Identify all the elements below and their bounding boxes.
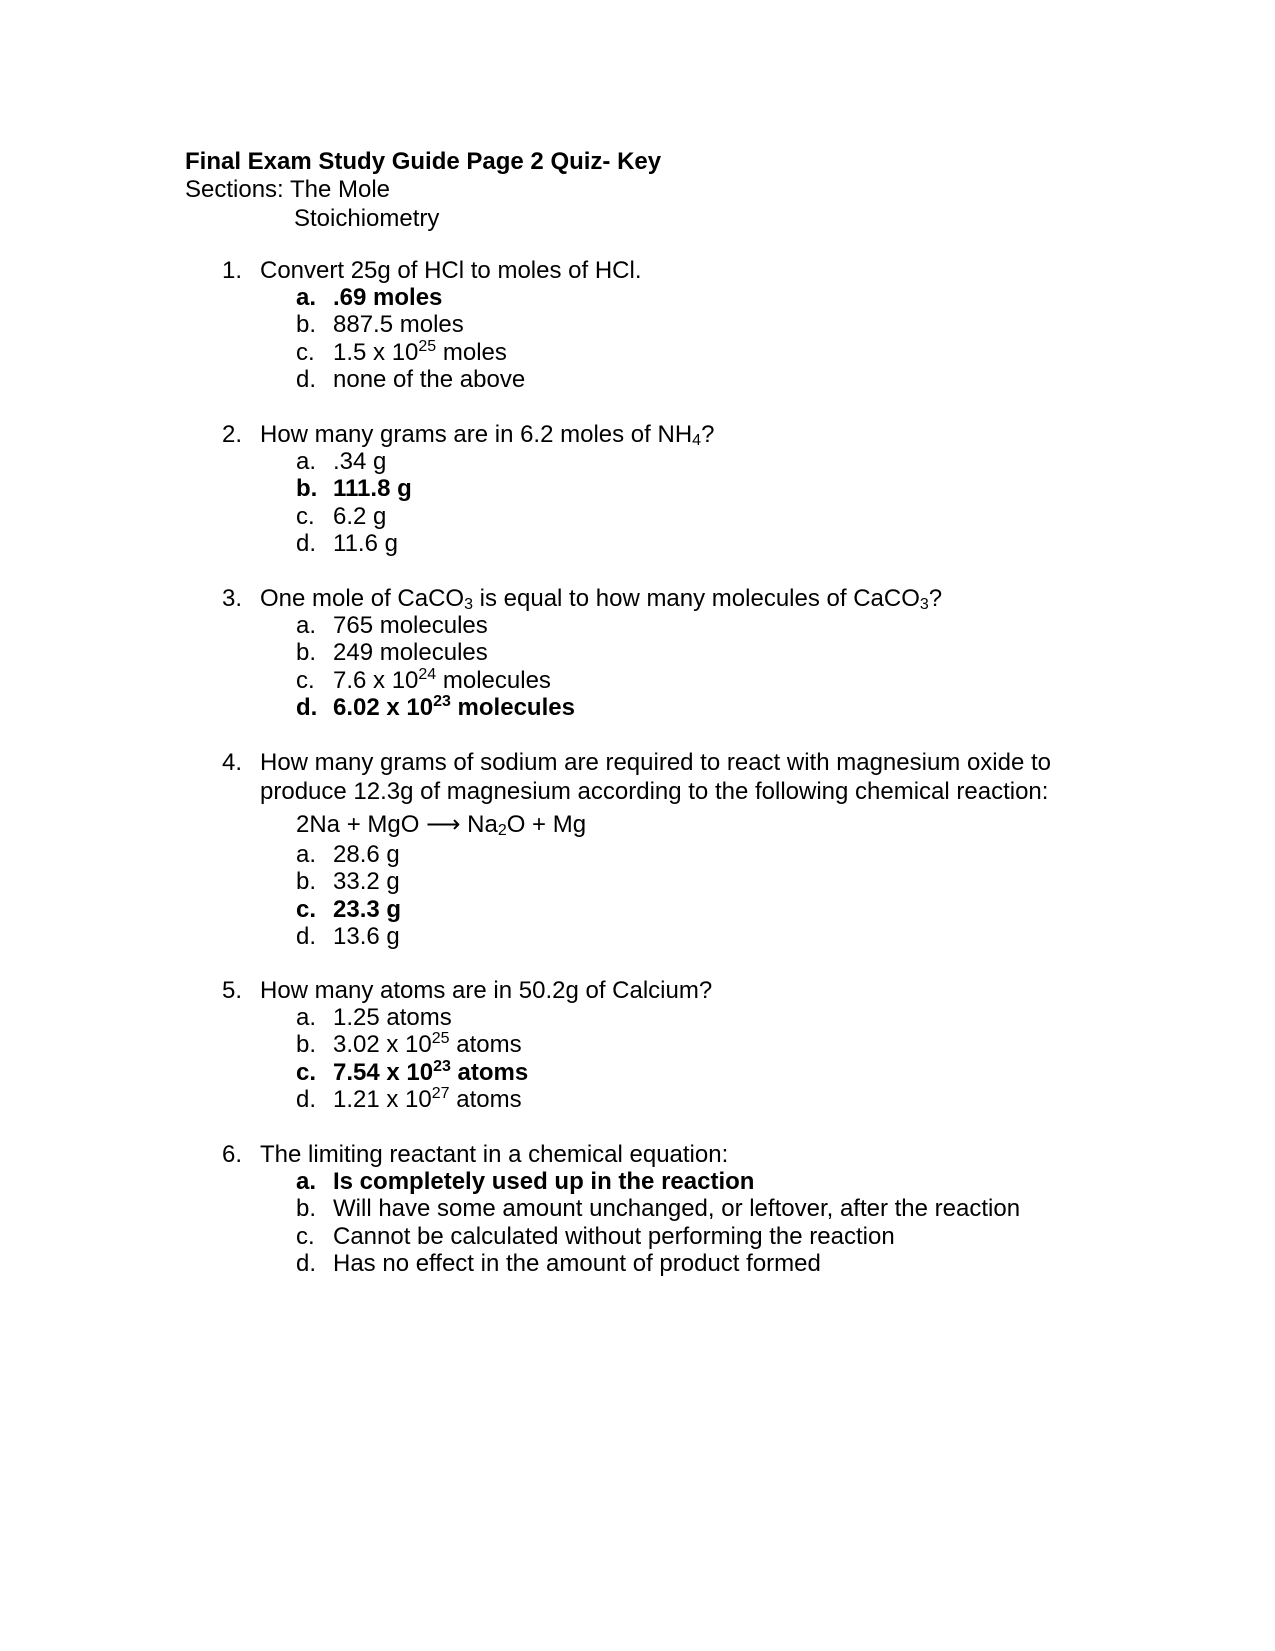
option-text xyxy=(333,612,488,640)
question-text xyxy=(260,257,1100,286)
question-number: 6. xyxy=(222,1141,243,1168)
chemical-equation xyxy=(296,811,586,839)
option-text xyxy=(333,1031,522,1059)
text-run: How many grams are in 6.2 moles of NH xyxy=(260,421,693,448)
text-run: How many atoms are in 50.2g of Calcium? xyxy=(260,977,713,1004)
option-letter: d. xyxy=(296,694,318,722)
sections-label: Sections: The Mole xyxy=(185,176,390,203)
question-number: 2. xyxy=(222,421,243,448)
option-letter: b. xyxy=(296,1031,317,1059)
text-run: 3.02 x 10 xyxy=(333,1031,432,1059)
text-run: 887.5 moles xyxy=(333,311,464,339)
text-run: moles xyxy=(436,338,507,366)
option-text xyxy=(333,1223,895,1251)
option-text xyxy=(333,503,386,531)
option-letter: b. xyxy=(296,475,318,503)
option-text xyxy=(333,475,412,503)
text-run: One mole of CaCO xyxy=(260,585,465,612)
question-text xyxy=(260,421,1100,450)
text-run: Convert 25g of HCl to moles of HCl. xyxy=(260,257,642,284)
text-run: .34 g xyxy=(333,448,387,475)
text-run: ? xyxy=(701,421,715,448)
superscript: 27 xyxy=(431,1085,450,1103)
option-letter: c. xyxy=(296,895,317,923)
text-run: O + Mg xyxy=(506,811,587,838)
option-text xyxy=(333,639,488,667)
text-run: none of the above xyxy=(333,366,526,394)
option-letter: a. xyxy=(296,1168,317,1195)
option-text xyxy=(333,311,464,339)
text-run: .69 moles xyxy=(333,284,443,311)
option-text xyxy=(333,896,401,924)
superscript: 23 xyxy=(433,1057,451,1075)
text-run: 7.6 x 10 xyxy=(333,666,419,694)
text-run: molecules xyxy=(436,666,551,694)
question-text xyxy=(260,585,1100,614)
option-letter: d. xyxy=(296,530,317,558)
option-letter: d. xyxy=(296,923,317,951)
option-letter: c. xyxy=(296,338,315,366)
option-text xyxy=(333,1059,528,1087)
question-text xyxy=(260,749,1100,807)
question-text-line xyxy=(260,977,1100,1006)
text-run: 13.6 g xyxy=(333,923,400,951)
text-run: Cannot be calculated without performing the reaction xyxy=(333,1222,895,1250)
question-number: 1. xyxy=(222,257,243,284)
option-text xyxy=(333,841,400,869)
option-text xyxy=(333,530,398,558)
question-number: 5. xyxy=(222,977,243,1004)
superscript: 25 xyxy=(418,337,437,355)
text-run: 2Na + MgO ⟶ Na xyxy=(296,811,498,838)
question-text-line: How many grams of sodium are required to react with magnesium oxide to xyxy=(260,749,1052,776)
document-title: Final Exam Study Guide Page 2 Quiz- Key xyxy=(185,148,662,175)
text-run: 11.6 g xyxy=(333,530,398,558)
option-letter: d. xyxy=(296,1250,317,1278)
text-run: molecules xyxy=(450,694,575,722)
text-run: atoms xyxy=(449,1086,522,1114)
option-text xyxy=(333,1168,754,1196)
text-run: atoms xyxy=(449,1031,522,1059)
option-text xyxy=(333,1086,522,1114)
option-text xyxy=(333,868,400,896)
superscript: 25 xyxy=(431,1030,450,1048)
option-text xyxy=(333,1195,1020,1223)
option-text xyxy=(333,694,575,722)
superscript: 24 xyxy=(418,665,437,683)
option-letter: c. xyxy=(296,666,315,694)
text-run: ? xyxy=(928,585,943,612)
option-letter: a. xyxy=(296,612,317,639)
text-run: Is completely used up in the reaction xyxy=(333,1168,755,1195)
option-letter: b. xyxy=(296,311,317,339)
text-run: 765 molecules xyxy=(333,612,488,639)
text-run: 111.8 g xyxy=(333,475,412,503)
option-letter: c. xyxy=(296,502,315,530)
text-run: 6.2 g xyxy=(333,502,387,530)
text-run: Will have some amount unchanged, or leftover, after the reaction xyxy=(333,1195,1021,1223)
option-letter: c. xyxy=(296,1222,315,1250)
text-run: 33.2 g xyxy=(333,868,400,896)
option-letter: b. xyxy=(296,1195,317,1223)
option-text xyxy=(333,339,507,367)
text-run: The limiting reactant in a chemical equation: xyxy=(260,1141,729,1168)
superscript: 23 xyxy=(433,693,451,711)
text-run: 23.3 g xyxy=(333,895,402,923)
option-text xyxy=(333,1004,452,1032)
subscript: 2 xyxy=(497,822,507,839)
option-text xyxy=(333,667,551,695)
text-run: 28.6 g xyxy=(333,841,400,868)
option-text xyxy=(333,448,386,476)
text-run: 1.25 atoms xyxy=(333,1004,452,1031)
question-text-line xyxy=(260,421,1100,450)
text-run: is equal to how many molecules of CaCO xyxy=(473,585,920,612)
question-text-line: produce 12.3g of magnesium according to the following chemical reaction: xyxy=(260,778,1049,805)
sections-second: Stoichiometry xyxy=(294,205,440,232)
option-letter: d. xyxy=(296,1086,317,1114)
question-text-line xyxy=(260,1141,1100,1170)
option-letter: d. xyxy=(296,366,317,394)
subscript: 3 xyxy=(464,596,473,613)
option-letter: a. xyxy=(296,448,317,475)
question-number: 4. xyxy=(222,749,243,776)
text-run: 1.21 x 10 xyxy=(333,1086,432,1114)
option-letter: a. xyxy=(296,841,317,868)
text-run: 6.02 x 10 xyxy=(333,694,434,722)
option-letter: b. xyxy=(296,639,317,667)
text-run: 249 molecules xyxy=(333,639,488,667)
subscript: 3 xyxy=(919,596,929,613)
question-text xyxy=(260,977,1100,1006)
option-letter: a. xyxy=(296,1004,317,1031)
question-number: 3. xyxy=(222,585,243,612)
question-text-line xyxy=(260,585,1100,614)
option-text xyxy=(333,366,525,394)
option-letter: a. xyxy=(296,284,317,311)
question-text xyxy=(260,1141,1100,1170)
option-text xyxy=(333,1250,821,1278)
text-run: atoms xyxy=(450,1058,529,1086)
option-letter: b. xyxy=(296,868,317,896)
option-text xyxy=(333,923,400,951)
subscript: 4 xyxy=(692,432,702,449)
option-letter: c. xyxy=(296,1058,317,1086)
option-text xyxy=(333,284,442,312)
text-run: 7.54 x 10 xyxy=(333,1058,434,1086)
text-run: 1.5 x 10 xyxy=(333,338,419,366)
text-run: Has no effect in the amount of product formed xyxy=(333,1250,821,1278)
question-text-line xyxy=(260,257,1100,286)
